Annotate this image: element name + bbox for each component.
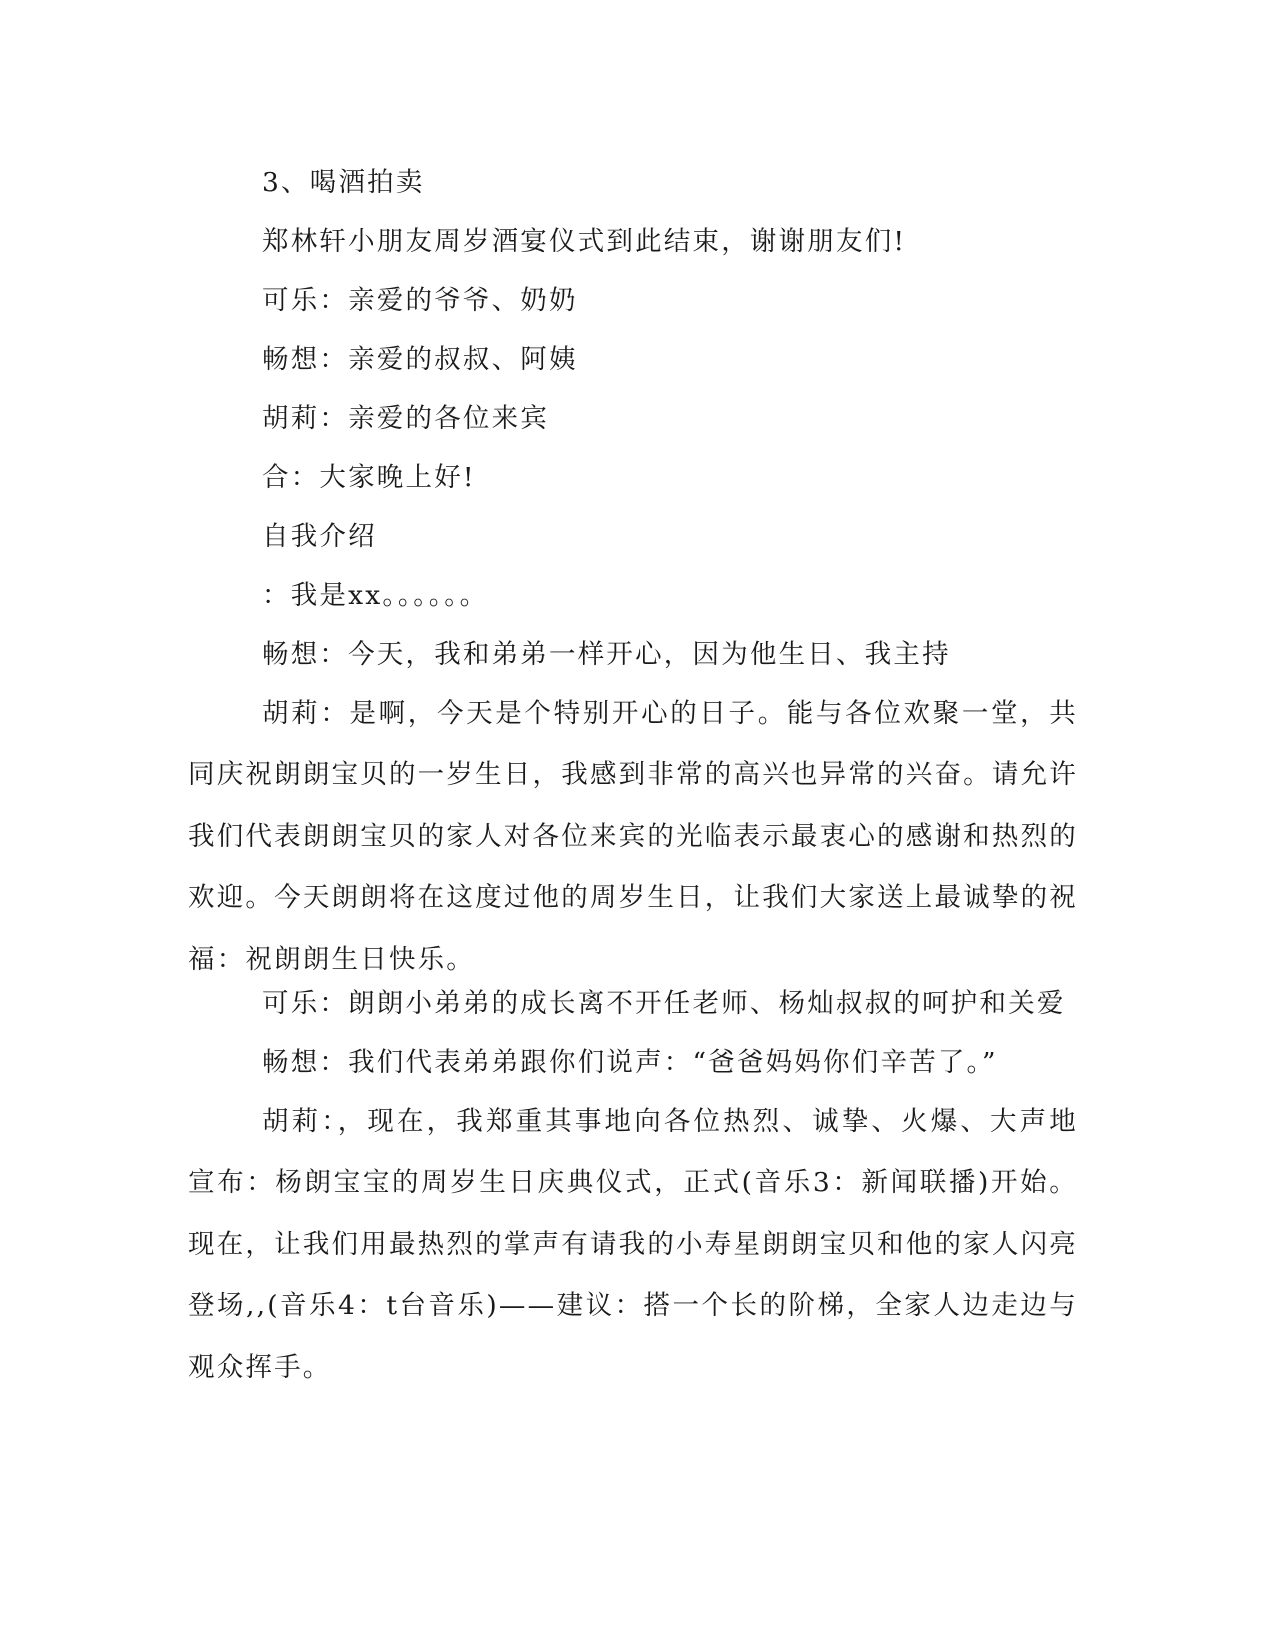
text-line-huli-greeting: 胡莉：亲爱的各位来宾 [262,403,549,434]
text-line-self-intro: 自我介绍 [262,521,377,552]
text-line-kele-greeting: 可乐：亲爱的爷爷、奶奶 [262,285,578,316]
text-line-auction: 3、喝酒拍卖 [262,167,425,198]
text-line-changxiang-today: 畅想：今天，我和弟弟一样开心，因为他生日、我主持 [262,639,951,670]
text-line-changxiang-parents: 畅想：我们代表弟弟跟你们说声：“爸爸妈妈你们辛苦了。” [262,1047,998,1078]
paragraph-huli-announce: 胡莉：，现在，我郑重其事地向各位热烈、诚挚、火爆、大声地宣布：杨朗宝宝的周岁生日庆典仪式，正式(音乐3：新闻联播)开始。现在，让我们用最热烈的掌声有请我的小寿星朗朗宝贝和他的家人闪亮登场,,(音乐4：t台音乐)——建议：搭一个长的阶梯，全家人边走边与观众挥手。 [188,1106,1078,1383]
paragraph-huli-welcome: 胡莉：是啊，今天是个特别开心的日子。能与各位欢聚一堂，共同庆祝朗朗宝贝的一岁生日，我感到非常的高兴也异常的兴奋。请允许我们代表朗朗宝贝的家人对各位来宾的光临表示最衷心的感谢和热烈的欢迎。今天朗朗将在这度过他的周岁生日，让我们大家送上最诚挚的祝福：祝朗朗生日快乐。 [188,698,1078,975]
text-line-changxiang-greeting: 畅想：亲爱的叔叔、阿姨 [262,344,578,375]
text-line-together: 合：大家晚上好! [262,462,476,493]
text-line-closing: 郑林轩小朋友周岁酒宴仪式到此结束，谢谢朋友们! [262,226,907,257]
text-line-kele-thanks: 可乐：朗朗小弟弟的成长离不开任老师、杨灿叔叔的呵护和关爱 [262,988,1066,1019]
text-line-i-am: ：我是xx。。。。。。 [262,580,489,611]
